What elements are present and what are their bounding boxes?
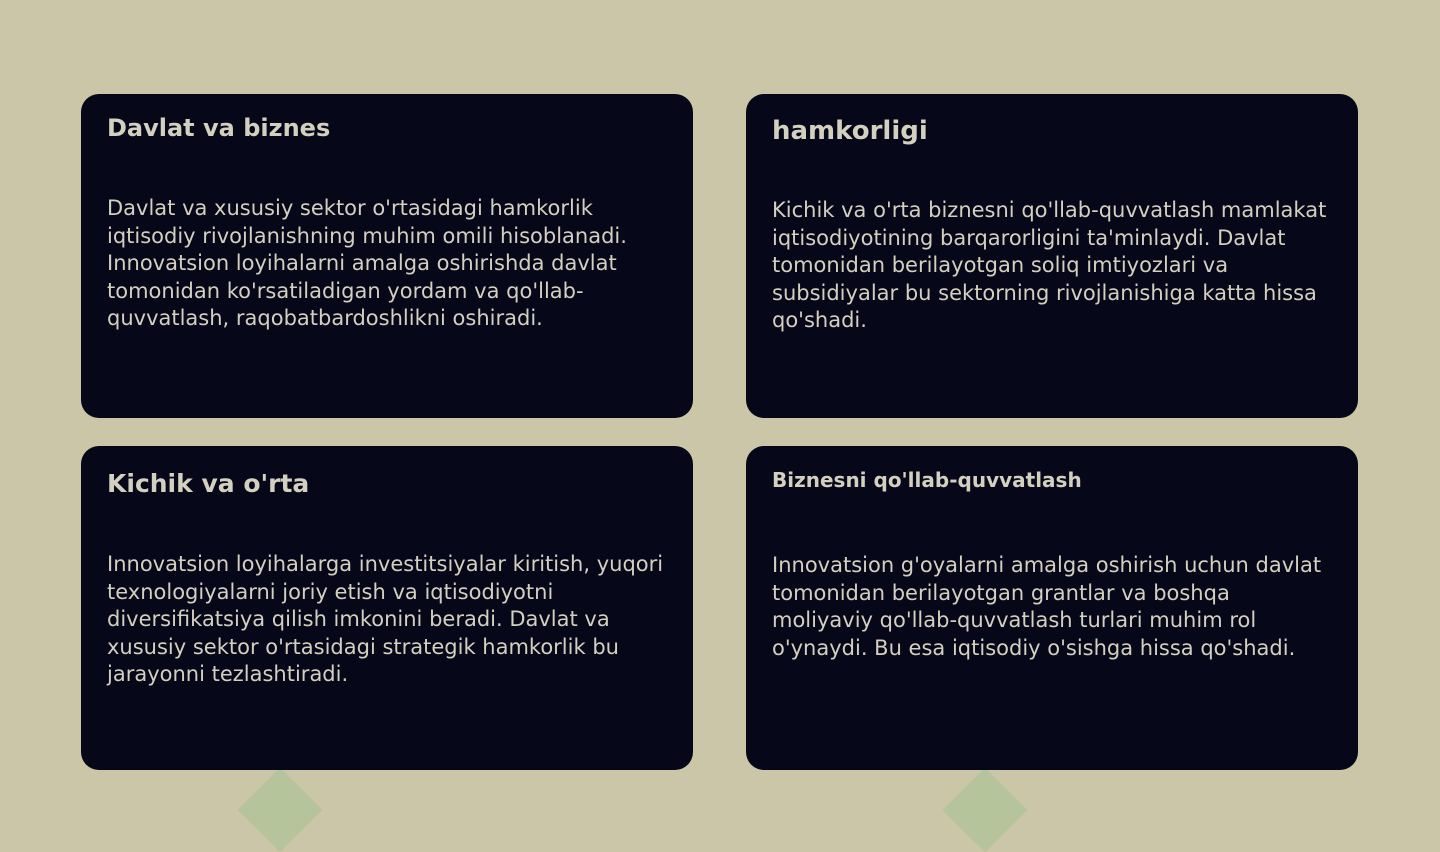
card-body-text: Innovatsion g'oyalarni amalga oshirish uchun davlat tomonidan berilayotgan grantlar va boshqa moliyaviy qo'llab-quvvatlash turlari muhim rol o'ynaydi. Bu esa iqtisodiy o'sishga hissa qo'shadi.: [772, 553, 1322, 660]
card-title: Davlat va biznes: [107, 114, 331, 142]
card-body-text: Davlat va xususiy sektor o'rtasidagi hamkorlik iqtisodiy rivojlanishning muhim omili hisoblanadi. Innovatsion loyihalarni amalga oshirishda davlat tomonidan ko'rsatiladigan yordam va qo'llab-quvvatlash, raqobatbardoshlikni oshiradi.: [107, 196, 627, 330]
card-body-text: Innovatsion loyihalarga investitsiyalar kiritish, yuqori texnologiyalarni joriy etish va iqtisodiyotni diversifikatsiya qilish imkonini beradi. Davlat va xususiy sektor o'rtasidagi strategik hamkorlik bu jarayonni tezlashtiradi.: [107, 552, 664, 686]
info-card-cooperation: [746, 94, 1358, 418]
info-card-state-business: [81, 94, 693, 418]
card-title: Biznesni qo'llab-quvvatlash: [772, 468, 1082, 492]
card-title: Kichik va o'rta: [107, 469, 310, 498]
card-body-text: Kichik va o'rta biznesni qo'llab-quvvatlash mamlakat iqtisodiyotining barqarorligini ta'minlaydi. Davlat tomonidan berilayotgan soliq imtiyozlari va subsidiyalar bu sektorning rivojlanishiga katta hissa qo'shadi.: [772, 198, 1327, 332]
card-title: hamkorligi: [772, 116, 928, 146]
info-card-business-support: [746, 446, 1358, 770]
info-card-small-medium: [81, 446, 693, 770]
